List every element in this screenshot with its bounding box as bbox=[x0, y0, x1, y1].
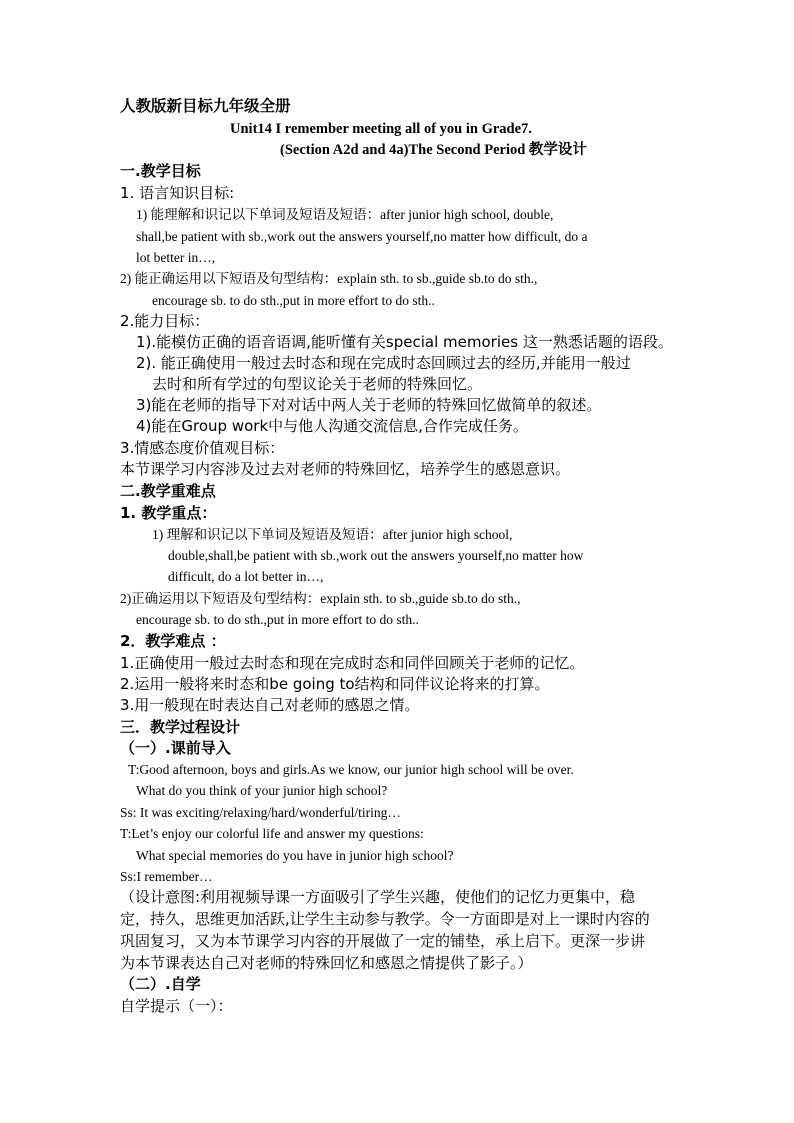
text-line: 1.正确使用一般过去时态和现在完成时态和同伴回顾关于老师的记忆。 bbox=[120, 654, 585, 672]
subheading-lead-in: （一）.课前导入 bbox=[120, 739, 231, 757]
text-line: 为本节课表达自己对老师的特殊回忆和感恩之情提供了影子。） bbox=[120, 954, 533, 972]
text-line: （设计意图:利用视频导课一方面吸引了学生兴趣，使他们的记忆力更集中，稳 bbox=[120, 888, 636, 906]
text-line: 定，持久，思维更加活跃,让学生主动参与教学。令一方面即是对上一课时内容的 bbox=[120, 910, 650, 928]
heading-process: 三．教学过程设计 bbox=[120, 718, 241, 736]
text-line: shall,be patient with sb.,work out the answers yourself,no matter how difficult, do a bbox=[136, 229, 588, 244]
text-line: T:Let’s enjoy our colorful life and answer my questions: bbox=[120, 826, 424, 841]
text-line: encourage sb. to do sth.,put in more effort to do sth.. bbox=[152, 293, 435, 308]
text-line: 自学提示（一）： bbox=[120, 997, 233, 1015]
text-line: 2.能力目标： bbox=[120, 312, 210, 330]
text-line: 4)能在Group work中与他人沟通交流信息,合作完成任务。 bbox=[136, 417, 528, 435]
text-line: 2) 能正确运用以下短语及句型结构：explain sth. to sb.,guide sb.to do sth., bbox=[120, 271, 538, 286]
text-line: 3.情感态度价值观目标： bbox=[120, 439, 285, 457]
text-line: 本节课学习内容涉及过去对老师的特殊回忆，培养学生的感恩意识。 bbox=[120, 460, 571, 478]
text-line: difficult, do a lot better in…, bbox=[168, 569, 324, 584]
text-line: 1. 语言知识目标: bbox=[120, 184, 235, 202]
text-line: double,shall,be patient with sb.,work out the answers yourself,no matter how bbox=[168, 548, 584, 563]
subheading-self-study: （二）.自学 bbox=[120, 975, 201, 993]
subheading-focus: 1. 教学重点： bbox=[120, 504, 217, 522]
text-line: 3.用一般现在时表达自己对老师的感恩之情。 bbox=[120, 696, 420, 714]
text-line: encourage sb. to do sth.,put in more effort to do sth.. bbox=[136, 612, 419, 627]
book-title: 人教版新目标九年级全册 bbox=[120, 97, 291, 115]
text-line: What special memories do you have in junior high school? bbox=[136, 848, 454, 863]
text-line: 去时和所有学过的句型议论关于老师的特殊回忆。 bbox=[152, 375, 483, 393]
heading-teaching-goals: 一.教学目标 bbox=[120, 162, 201, 180]
text-line: 3)能在老师的指导下对对话中两人关于老师的特殊回忆做简单的叙述。 bbox=[136, 396, 602, 414]
text-line: 1) 能理解和识记以下单词及短语及短语：after junior high school, double, bbox=[136, 207, 554, 222]
text-line: What do you think of your junior high school? bbox=[136, 783, 388, 798]
unit-title: Unit14 I remember meeting all of you in Grade7. bbox=[230, 121, 532, 137]
text-line: Ss: It was exciting/relaxing/hard/wonderful/tiring… bbox=[120, 805, 401, 820]
text-line: T:Good afternoon, boys and girls.As we know, our junior high school will be over. bbox=[128, 762, 574, 777]
text-line: lot better in…, bbox=[136, 250, 216, 265]
text-line: 2)正确运用以下短语及句型结构：explain sth. to sb.,guide sb.to do sth., bbox=[120, 591, 521, 606]
text-line: 1) 理解和识记以下单词及短语及短语：after junior high school, bbox=[152, 527, 513, 542]
text-line: 1).能模仿正确的语音语调,能听懂有关special memories 这一熟悉话题的语段。 bbox=[136, 333, 673, 351]
subheading-difficulty: 2．教学难点 ： bbox=[120, 632, 226, 650]
text-line: 2.运用一般将来时态和be going to结构和同伴议论将来的打算。 bbox=[120, 675, 550, 693]
heading-key-points: 二.教学重难点 bbox=[120, 482, 216, 500]
text-line: 2). 能正确使用一般过去时态和现在完成时态回顾过去的经历,并能用一般过 bbox=[136, 354, 631, 372]
text-line: 巩固复习，又为本节课学习内容的开展做了一定的铺垫，承上启下。更深一步讲 bbox=[120, 932, 646, 950]
section-title: (Section A2d and 4a)The Second Period 教学设计 bbox=[280, 142, 587, 158]
text-line: Ss:I remember… bbox=[120, 869, 213, 884]
